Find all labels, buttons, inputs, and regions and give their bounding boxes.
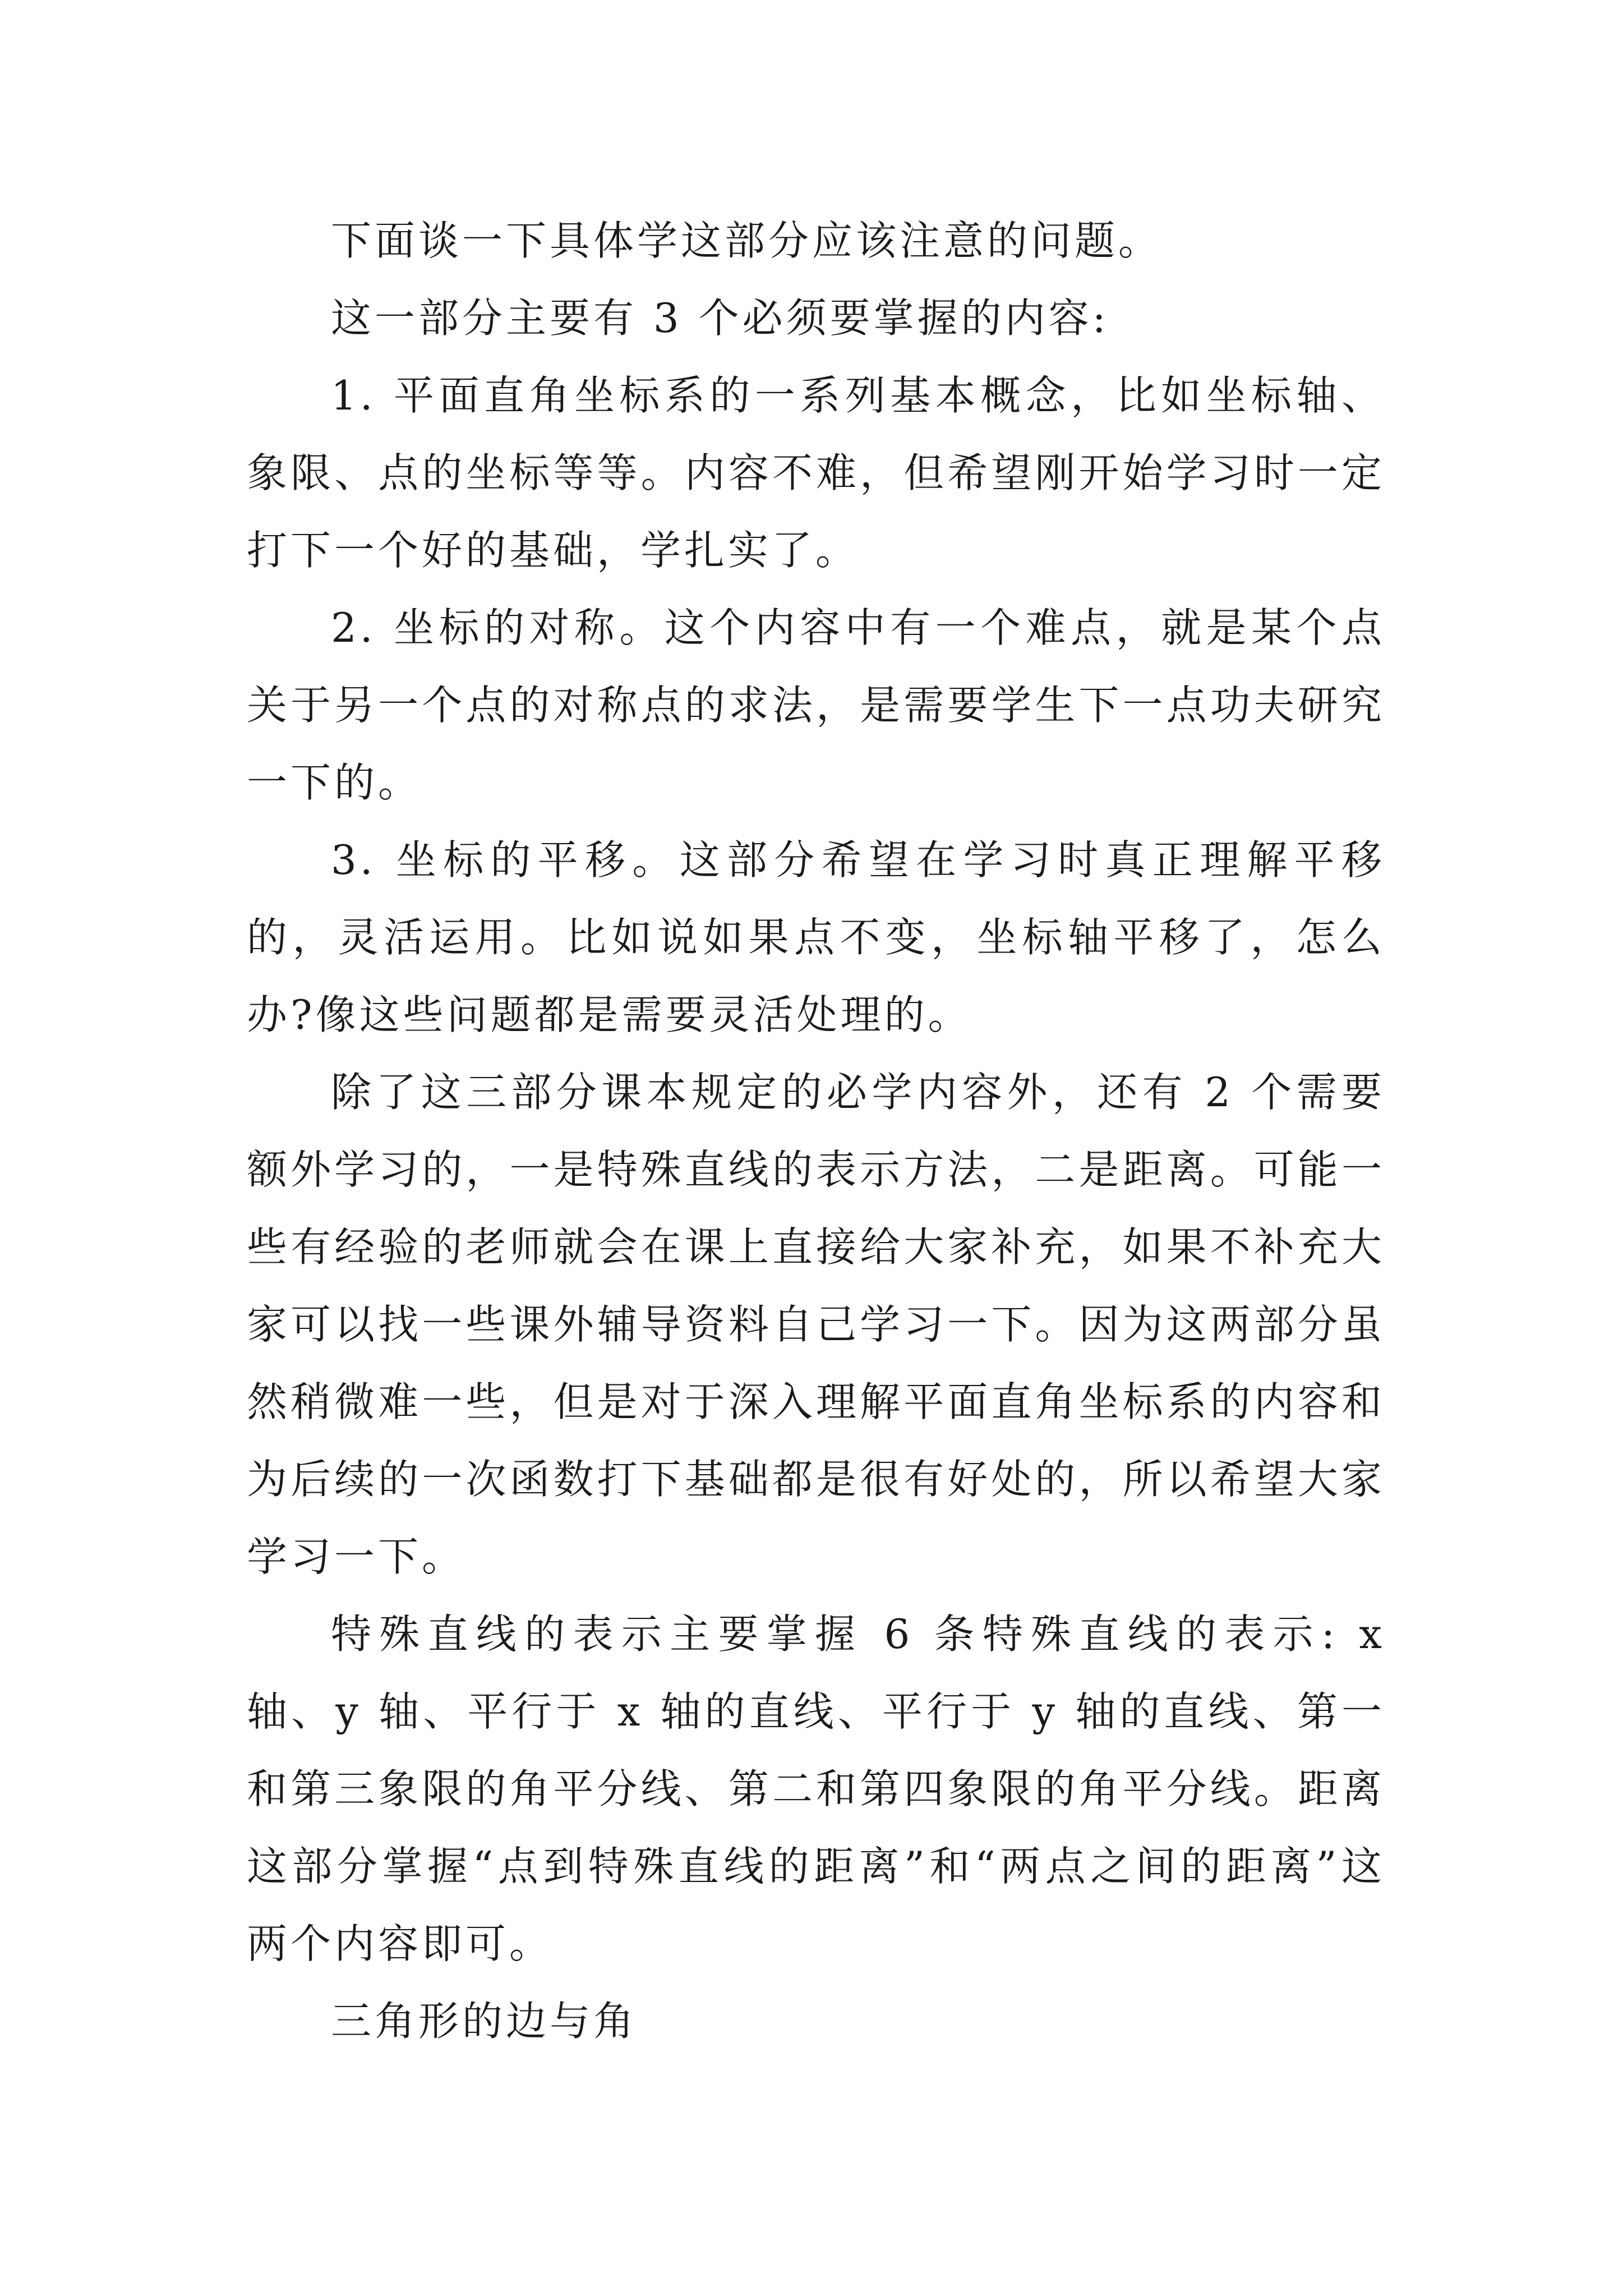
paragraph-extra-study: 除了这三部分课本规定的必学内容外，还有 2 个需要额外学习的，一是特殊直线的表示方法，二是距离。可能一些有经验的老师就会在课上直接给大家补充，如果不补充大家可以找一些课外辅导资料自己学习一下。因为这两部分虽然稍微难一些，但是对于深入理解平面直角坐标系的内容和为后续的一次函数打下基础都是很有好处的，所以希望大家学习一下。 bbox=[247, 1069, 1385, 1580]
section-heading-triangle: 三角形的边与角 bbox=[331, 1998, 638, 2045]
paragraph-three-contents: 这一部分主要有 3 个必须要掌握的内容: bbox=[331, 295, 1109, 342]
document-body bbox=[247, 202, 1385, 2060]
paragraph-item-2: 2. 坐标的对称。这个内容中有一个难点，就是某个点关于另一个点的对称点的求法，是需要学生下一点功夫研究一下的。 bbox=[247, 604, 1385, 806]
paragraph-intro: 下面谈一下具体学这部分应该注意的问题。 bbox=[331, 217, 1163, 264]
paragraph-item-1: 1. 平面直角坐标系的一系列基本概念，比如坐标轴、象限、点的坐标等等。内容不难，但希望刚开始学习时一定打下一个好的基础，学扎实了。 bbox=[247, 372, 1385, 574]
paragraph-item-3: 3. 坐标的平移。这部分希望在学习时真正理解平移的，灵活运用。比如说如果点不变，坐标轴平移了，怎么办?像这些问题都是需要灵活处理的。 bbox=[247, 836, 1385, 1038]
paragraph-special-lines: 特殊直线的表示主要掌握 6 条特殊直线的表示: x 轴、y 轴、平行于 x 轴的直线、平行于 y 轴的直线、第一和第三象限的角平分线、第二和第四象限的角平分线。距离这部分掌握“点到特殊直线的距离”和“两点之间的距离”这两个内容即可。 bbox=[247, 1611, 1385, 1967]
